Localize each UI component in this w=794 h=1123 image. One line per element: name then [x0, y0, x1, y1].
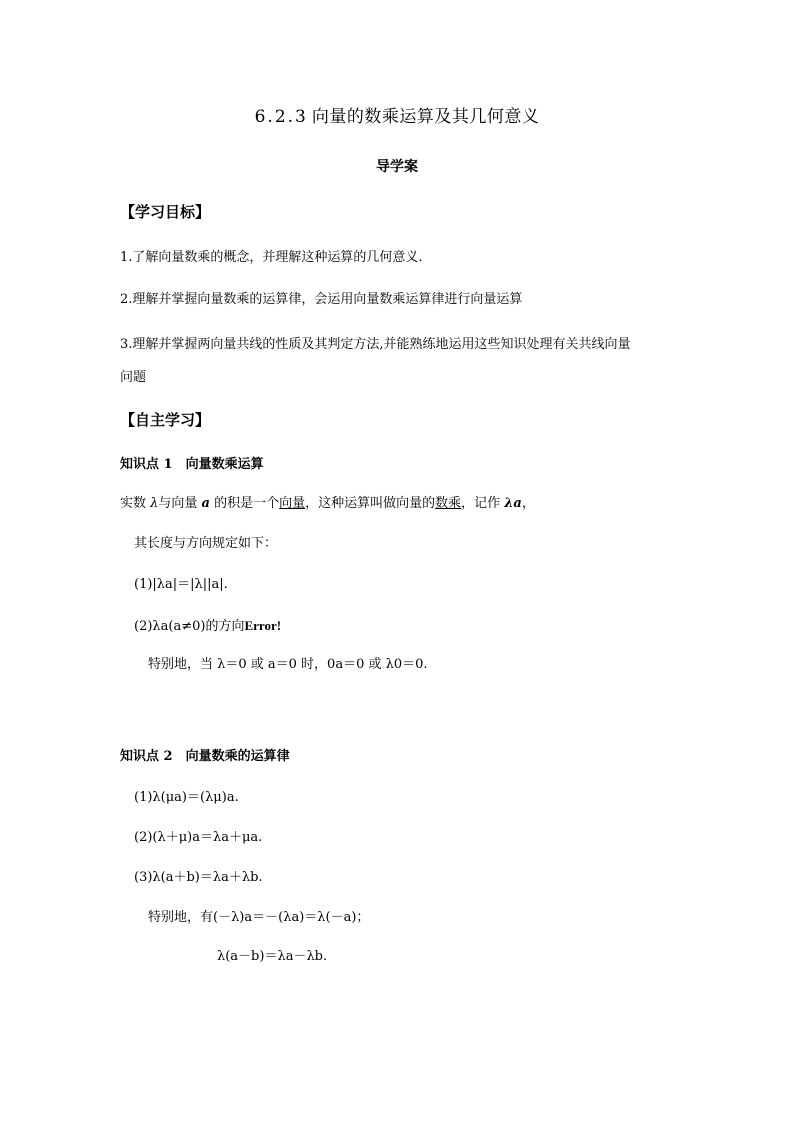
- goal-item-3-continued: 问题: [120, 370, 147, 385]
- page-subtitle: 导学案: [376, 159, 418, 175]
- kp2-special-2: λ(a－b)＝λa－λb.: [217, 949, 328, 964]
- kp2-law-3: (3)λ(a＋b)＝λa＋λb.: [134, 870, 263, 885]
- kp2-law-1: (1)λ(μa)＝(λμ)a.: [134, 790, 239, 805]
- kp1-special-case: 特别地，当 λ＝0 或 a＝0 时，0a＝0 或 λ0＝0.: [148, 657, 428, 672]
- kp1-text-with-vector: 与向量: [158, 496, 202, 511]
- kp1-rule-2-text: (2)λa(a≠0)的方向: [134, 619, 245, 634]
- page-title: [0, 106, 794, 128]
- kp1-text-real-number: 实数: [120, 496, 151, 511]
- knowledge-point-1-heading: 知识点 1 向量数乘运算: [120, 457, 264, 472]
- kp1-rule-2-error: Error!: [244, 618, 282, 633]
- kp1-rule-2: [134, 617, 281, 636]
- kp1-lambda-a: λa: [504, 496, 522, 511]
- goal-item-1: 1.了解向量数乘的概念，并理解这种运算的几何意义.: [120, 250, 423, 265]
- kp1-vector-a: a: [201, 496, 210, 511]
- kp1-lambda: λ: [150, 496, 159, 511]
- goal-item-3: 3.理解并掌握两向量共线的性质及其判定方法,并能熟练地运用这些知识处理有关共线向量: [120, 337, 631, 352]
- knowledge-point-2-heading: 知识点 2 向量数乘的运算律: [120, 749, 290, 764]
- kp1-definition: [120, 495, 535, 513]
- kp2-special-1: 特别地，有(－λ)a＝－(λa)＝λ(－a)；: [148, 910, 370, 925]
- section-self-study: 【自主学习】: [120, 411, 211, 429]
- kp1-text-operation: ，这种运算叫做向量的: [305, 496, 436, 511]
- kp2-law-2: (2)(λ＋μ)a＝λa＋μa.: [134, 830, 263, 845]
- kp1-comma: ，: [521, 496, 535, 511]
- goal-item-2: 2.理解并掌握向量数乘的运算律，会运用向量数乘运算律进行向量运算: [120, 292, 523, 307]
- kp1-text-denote: ，记作: [461, 496, 505, 511]
- kp1-rule-1: (1)|λa|＝|λ||a|.: [134, 577, 228, 592]
- kp1-term-vector: 向量: [279, 496, 306, 511]
- title-number: 6.2.3: [254, 107, 308, 127]
- section-learning-goals: 【学习目标】: [120, 203, 211, 221]
- title-text: 向量的数乘运算及其几何意义: [311, 107, 540, 127]
- kp1-length-direction: 其长度与方向规定如下：: [134, 536, 278, 551]
- kp1-term-scalar-mult: 数乘: [435, 496, 462, 511]
- kp1-text-product: 的积是一个: [209, 496, 280, 511]
